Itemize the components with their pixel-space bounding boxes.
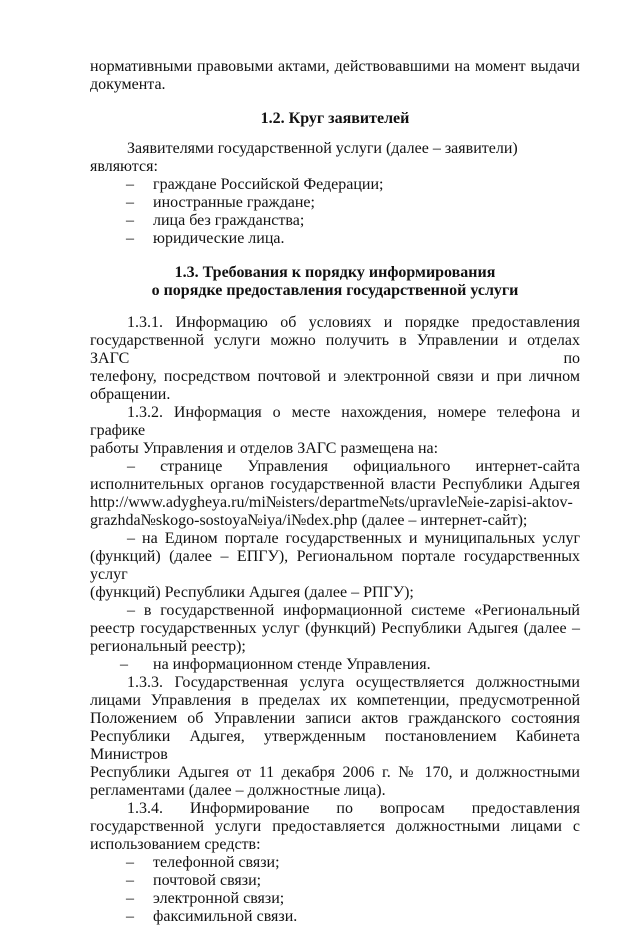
p132-item3-line-3: региональный реестр); <box>90 638 246 655</box>
p131-line-1: 1.3.1. Информацию об условиях и порядке предоставления <box>127 314 580 331</box>
section-1-3-heading-line-1: 1.3. Требования к порядку информирования <box>174 264 496 281</box>
section-1-2-heading: 1.2. Круг заявителей <box>260 110 410 127</box>
list-item: – лица без гражданства; <box>126 212 305 229</box>
intro-line-2: документа. <box>90 76 166 93</box>
p133-line-3: Положением об Управлении записи актов гражданского состояния <box>90 710 580 727</box>
p132-item3-line-1: – в государственной информационной системе «Региональный <box>127 602 580 619</box>
list-item: – телефонной связи; <box>126 854 280 871</box>
dash-mark: – <box>126 872 134 889</box>
p132-item1-line-1: – странице Управления официального интернет-сайта <box>127 458 580 475</box>
p131-line-3: телефону, посредством почтовой и электронной связи и при личном <box>90 368 580 385</box>
section-1-3-heading-line-2: о порядке предоставления государственной услуги <box>151 282 519 299</box>
p133-line-2: лицами Управления в пределах их компетенции, предусмотренной <box>90 692 580 709</box>
dash-mark: – <box>126 230 134 247</box>
p133-line-6: регламентами (далее – должностные лица). <box>90 782 386 799</box>
document-page <box>90 58 580 926</box>
p133-line-5: Республики Адыгея от 11 декабря 2006 г. № 170, и должностными <box>90 764 580 781</box>
list-item: – иностранные граждане; <box>126 194 315 211</box>
list-item: – почтовой связи; <box>126 872 262 889</box>
list-item: – юридические лица. <box>126 230 285 247</box>
p132-item3-line-2: реестр государственных услуг (функций) Республики Адыгея (далее – <box>90 620 580 637</box>
p132-item2-line-1: – на Едином портале государственных и муниципальных услуг <box>127 530 580 547</box>
p131-line-4: обращении. <box>90 386 171 403</box>
section-1-2-lead: Заявителями государственной услуги (далее – заявители) являются: <box>90 140 518 175</box>
dash-mark: – <box>126 908 134 925</box>
dash-mark: – <box>120 656 128 673</box>
list-item: – граждане Российской Федерации; <box>126 176 384 193</box>
site-url-line-1[interactable]: http://www.adygheya.ru/mi№isters/departme№ts/upravle№ie-zapisi-aktov- <box>90 494 573 511</box>
list-item: – электронной связи; <box>126 890 285 907</box>
p133-line-4: Республики Адыгея, утвержденным постановлением Кабинета Министров <box>90 728 580 763</box>
info-stand-list <box>90 656 580 674</box>
dash-mark: – <box>126 212 134 229</box>
intro-line-1: нормативными правовыми актами, действовавшими на момент выдачи <box>90 58 580 75</box>
dash-mark: – <box>126 194 134 211</box>
communication-means-list <box>90 854 580 926</box>
p134-line-2: государственной услуги предоставляется должностными лицами с <box>90 818 580 835</box>
dash-mark: – <box>126 176 134 193</box>
p133-line-1: 1.3.3. Государственная услуга осуществляется должностными <box>127 674 580 691</box>
applicants-list <box>90 176 580 248</box>
p132-item2-line-3: (функций) Республики Адыгея (далее – РПГУ); <box>90 584 414 601</box>
p132-line-2: работы Управления и отделов ЗАГС размещена на: <box>90 440 439 457</box>
list-item: – на информационном стенде Управления. <box>120 656 431 673</box>
p132-item2-line-2: (функций) (далее – ЕПГУ), Региональном портале государственных услуг <box>90 548 580 583</box>
p134-line-3: использованием средств: <box>90 836 261 853</box>
dash-mark: – <box>126 890 134 907</box>
p132-item1-line-2: исполнительных органов государственной власти Республики Адыгея <box>90 476 580 493</box>
p132-line-1: 1.3.2. Информация о месте нахождения, номере телефона и графике <box>90 404 580 439</box>
dash-mark: – <box>126 854 134 871</box>
list-item: – факсимильной связи. <box>126 908 298 925</box>
site-url-line-2: grazhda№skogo-sostoya№iya/i№dex.php (далее – интернет-сайт); <box>90 512 528 529</box>
p134-line-1: 1.3.4. Информирование по вопросам предоставления <box>127 800 580 817</box>
p131-line-2: государственной услуги можно получить в Управлении и отделах ЗАГС по <box>90 332 580 367</box>
